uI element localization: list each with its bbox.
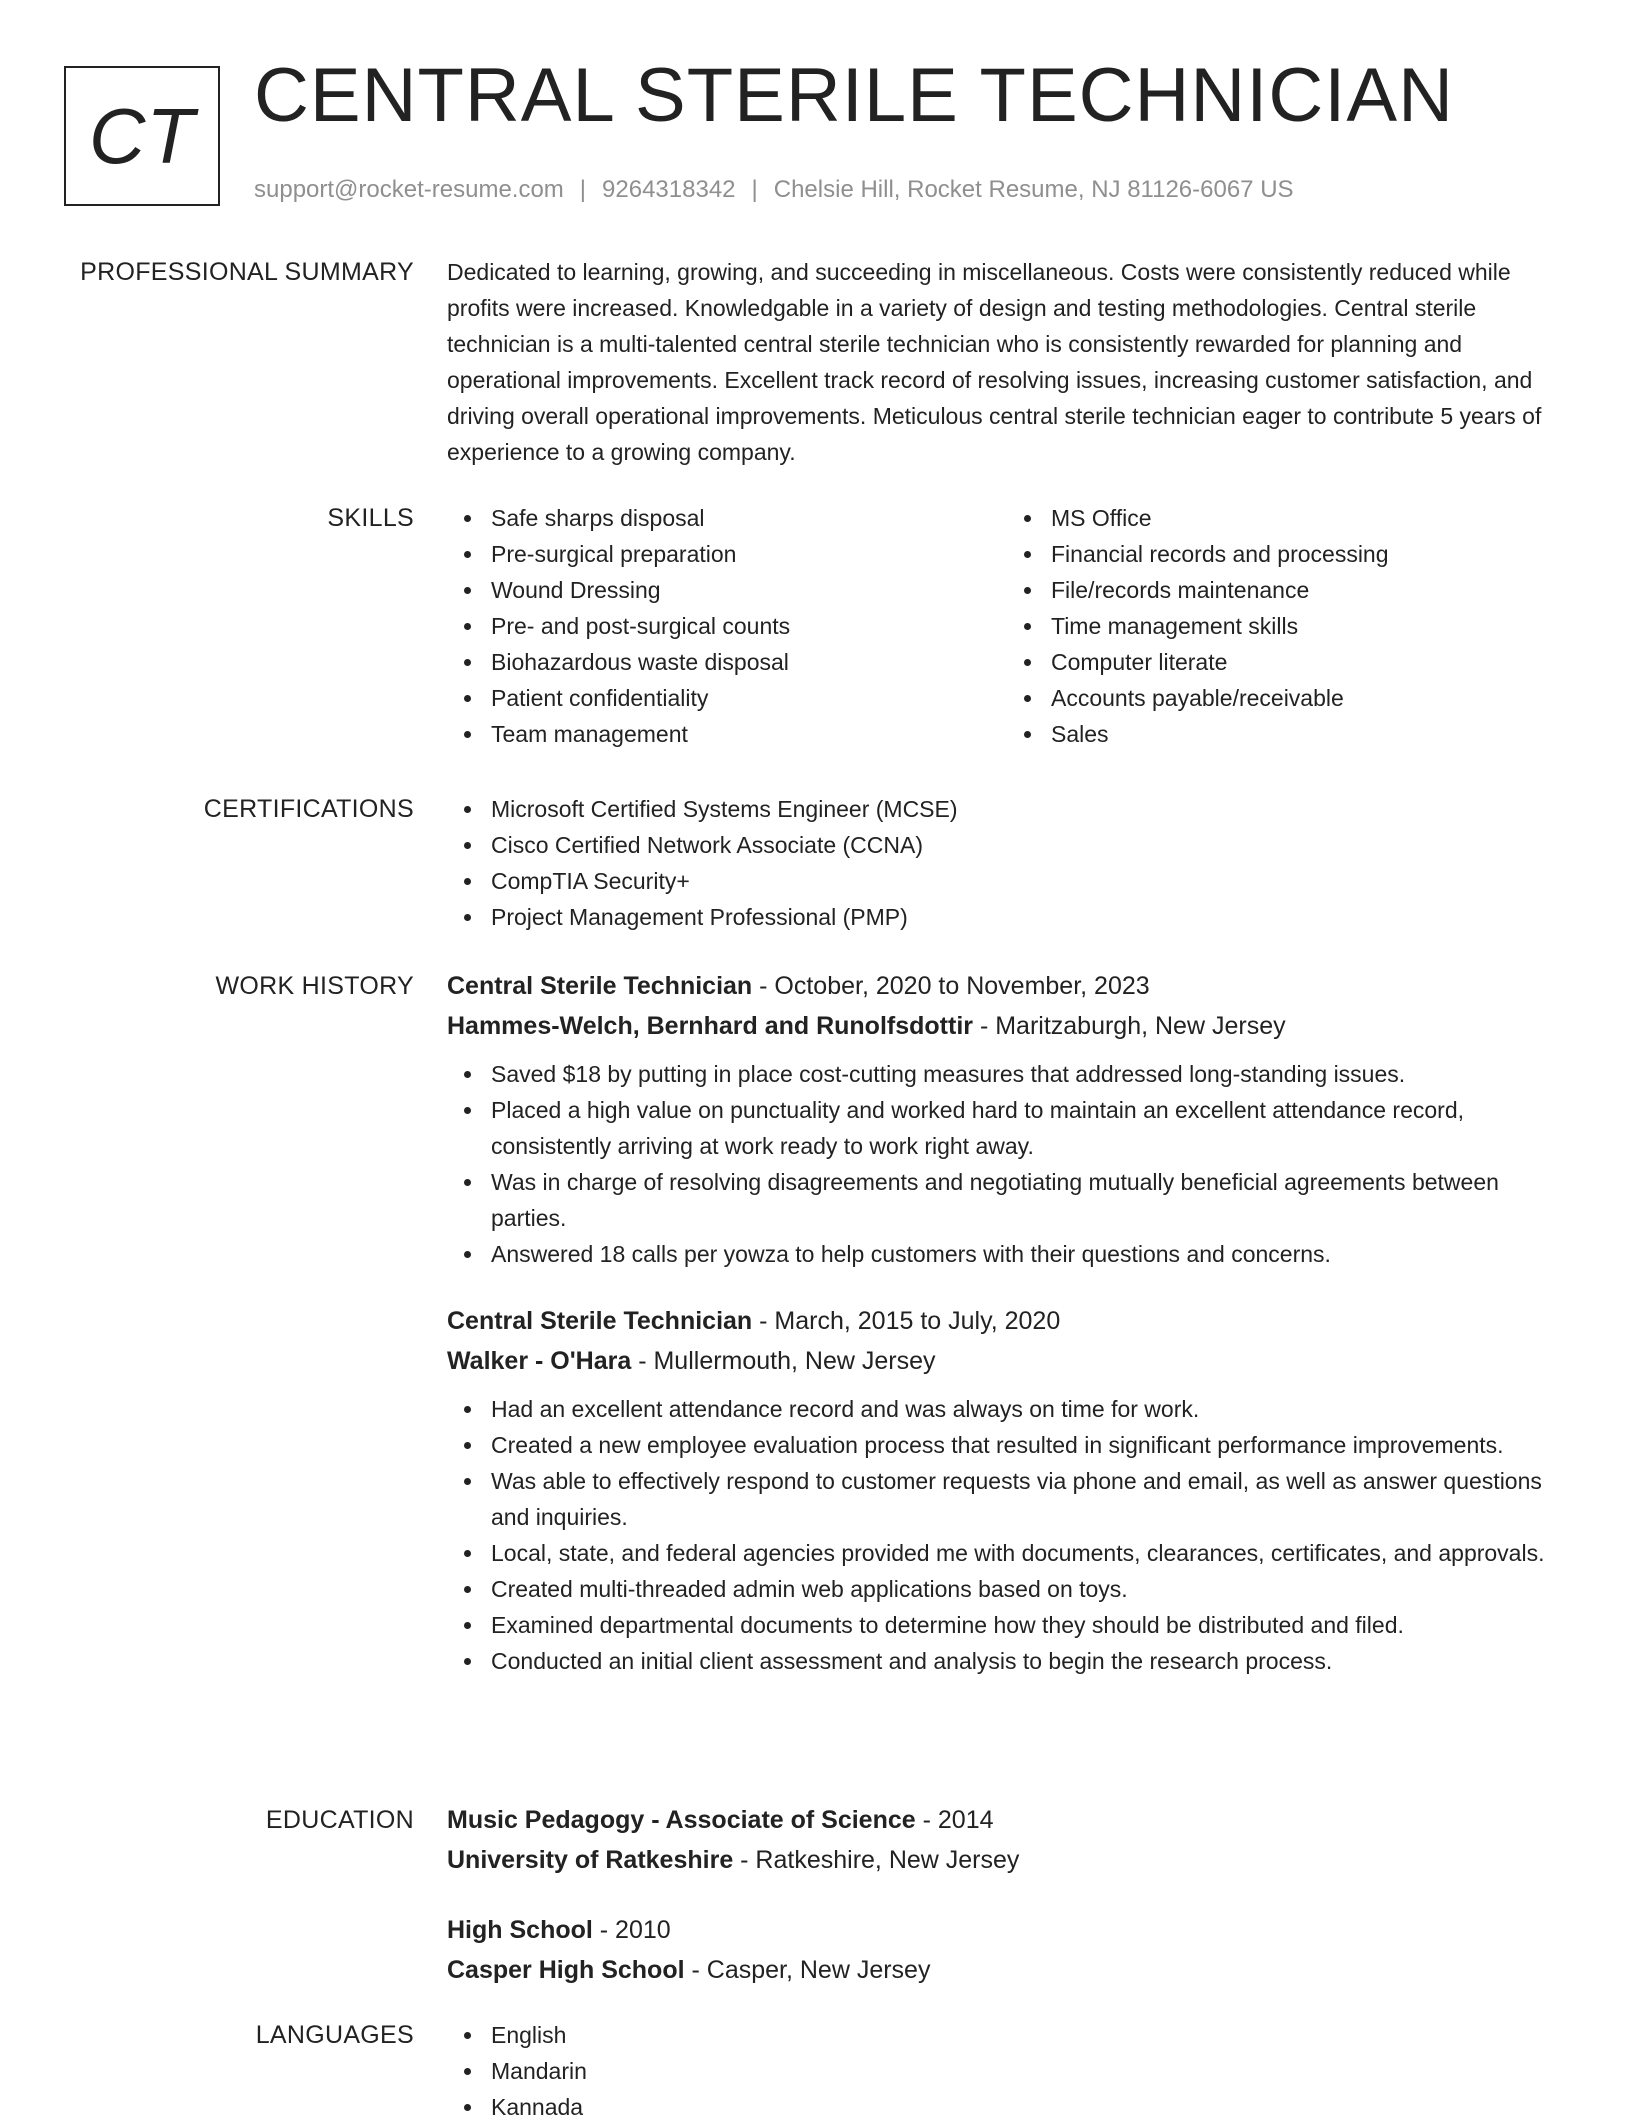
skill-item: Sales — [1051, 716, 1567, 752]
education-school: Casper High School — [447, 1956, 685, 1984]
education-location: - Ratkeshire, New Jersey — [733, 1846, 1020, 1874]
job-company: Walker - O'Hara — [447, 1347, 632, 1375]
job-bullets — [447, 1391, 1567, 1679]
certification-item: Project Management Professional (PMP) — [491, 899, 1567, 935]
skill-item: Safe sharps disposal — [491, 500, 1007, 536]
education-school: University of Ratkeshire — [447, 1846, 734, 1874]
job-bullets — [447, 1056, 1567, 1272]
language-item: English — [491, 2017, 1567, 2053]
skill-item: Financial records and processing — [1051, 536, 1567, 572]
section-label-summary: PROFESSIONAL SUMMARY — [80, 258, 414, 286]
section-label-skills: SKILLS — [327, 504, 414, 532]
contact-address: Chelsie Hill, Rocket Resume, NJ 81126-6067 US — [773, 176, 1294, 203]
job-bullet: Was in charge of resolving disagreements and negotiating mutually beneficial agreements between parties. — [491, 1164, 1567, 1236]
job-bullet: Examined departmental documents to determine how they should be distributed and filed. — [491, 1607, 1567, 1643]
job-bullet: Had an excellent attendance record and was always on time for work. — [491, 1391, 1567, 1427]
skill-item: Pre-surgical preparation — [491, 536, 1007, 572]
education-location: - Casper, New Jersey — [684, 1956, 931, 1984]
contact-phone: 9264318342 — [602, 176, 736, 203]
job-bullet: Created a new employee evaluation process that resulted in significant performance improvements. — [491, 1427, 1567, 1463]
job-title-line — [447, 1301, 1567, 1341]
skill-item: MS Office — [1051, 500, 1567, 536]
skills-list-left — [447, 500, 1007, 752]
certification-item: CompTIA Security+ — [491, 863, 1567, 899]
language-item: Mandarin — [491, 2053, 1567, 2089]
job-bullet: Created multi-threaded admin web applications based on toys. — [491, 1571, 1567, 1607]
languages-list — [447, 2017, 1567, 2125]
languages-content — [447, 2017, 1567, 2125]
certification-item: Microsoft Certified Systems Engineer (MCSE) — [491, 791, 1567, 827]
section-label-certifications: CERTIFICATIONS — [203, 795, 414, 823]
resume-name: CENTRAL STERILE TECHNICIAN — [254, 53, 1454, 138]
education-degree: High School — [447, 1916, 593, 1944]
contact-separator: | — [751, 176, 758, 203]
job-bullet: Saved $18 by putting in place cost-cutting measures that addressed long-standing issues. — [491, 1056, 1567, 1092]
job-title: Central Sterile Technician — [447, 972, 753, 1000]
job-title-line — [447, 966, 1567, 1006]
job-bullet: Conducted an initial client assessment and analysis to begin the research process. — [491, 1643, 1567, 1679]
job-company-line — [447, 1341, 1567, 1381]
education-year: - 2010 — [592, 1916, 671, 1944]
section-label-languages: LANGUAGES — [255, 2021, 414, 2049]
skill-item: Biohazardous waste disposal — [491, 644, 1007, 680]
skill-item: Accounts payable/receivable — [1051, 680, 1567, 716]
job-location: - Maritzaburgh, New Jersey — [973, 1012, 1286, 1040]
certifications-list — [447, 791, 1567, 935]
education-school-line — [447, 1950, 1567, 1990]
job-bullet: Placed a high value on punctuality and worked hard to maintain an excellent attendance record, consistently arriving at work ready to work right away. — [491, 1092, 1567, 1164]
education-entry — [447, 1910, 1567, 1990]
skills-columns — [447, 500, 1567, 752]
skill-item: Patient confidentiality — [491, 680, 1007, 716]
job-company-line — [447, 1006, 1567, 1046]
job-company: Hammes-Welch, Bernhard and Runolfsdottir — [447, 1012, 973, 1040]
certifications-content — [447, 791, 1567, 935]
job-entry — [447, 966, 1567, 1272]
job-title: Central Sterile Technician — [447, 1307, 753, 1335]
job-location: - Mullermouth, New Jersey — [631, 1347, 936, 1375]
skill-item: File/records maintenance — [1051, 572, 1567, 608]
monogram-logo: CT — [64, 66, 220, 206]
job-entry — [447, 1301, 1567, 1679]
job-bullet: Answered 18 calls per yowza to help customers with their questions and concerns. — [491, 1236, 1567, 1272]
education-school-line — [447, 1840, 1567, 1880]
education-year: - 2014 — [915, 1806, 994, 1834]
job-dates: - October, 2020 to November, 2023 — [752, 972, 1150, 1000]
work-history-content — [447, 966, 1567, 1679]
education-entry — [447, 1800, 1567, 1880]
skill-item: Pre- and post-surgical counts — [491, 608, 1007, 644]
language-item: Kannada — [491, 2089, 1567, 2125]
skill-item: Computer literate — [1051, 644, 1567, 680]
education-degree-line — [447, 1910, 1567, 1950]
skill-item: Team management — [491, 716, 1007, 752]
skills-list-right — [1007, 500, 1567, 752]
certification-item: Cisco Certified Network Associate (CCNA) — [491, 827, 1567, 863]
education-degree-line — [447, 1800, 1567, 1840]
job-bullet: Local, state, and federal agencies provided me with documents, clearances, certificates, and approvals. — [491, 1535, 1567, 1571]
section-label-work-history: WORK HISTORY — [215, 972, 414, 1000]
contact-line — [254, 176, 1294, 204]
skill-item: Time management skills — [1051, 608, 1567, 644]
job-dates: - March, 2015 to July, 2020 — [752, 1307, 1061, 1335]
section-label-education: EDUCATION — [265, 1806, 414, 1834]
education-content — [447, 1800, 1567, 2020]
education-degree: Music Pedagogy - Associate of Science — [447, 1806, 916, 1834]
job-bullet: Was able to effectively respond to customer requests via phone and email, as well as answer questions and inquiries. — [491, 1463, 1567, 1535]
contact-separator: | — [579, 176, 587, 203]
skill-item: Wound Dressing — [491, 572, 1007, 608]
summary-text: Dedicated to learning, growing, and succeeding in miscellaneous. Costs were consistently reduced while profits were increased. Knowledgable in a variety of design and testing methodologies. Central sterile technician is a multi-talented central sterile technician who is consistently rewarded for planning and operational improvements. Excellent track record of resolving issues, increasing customer satisfaction, and driving overall operational improvements. Meticulous central sterile technician eager to contribute 5 years of experience to a growing company. — [447, 259, 1542, 465]
contact-email: support@rocket-resume.com — [254, 176, 564, 203]
